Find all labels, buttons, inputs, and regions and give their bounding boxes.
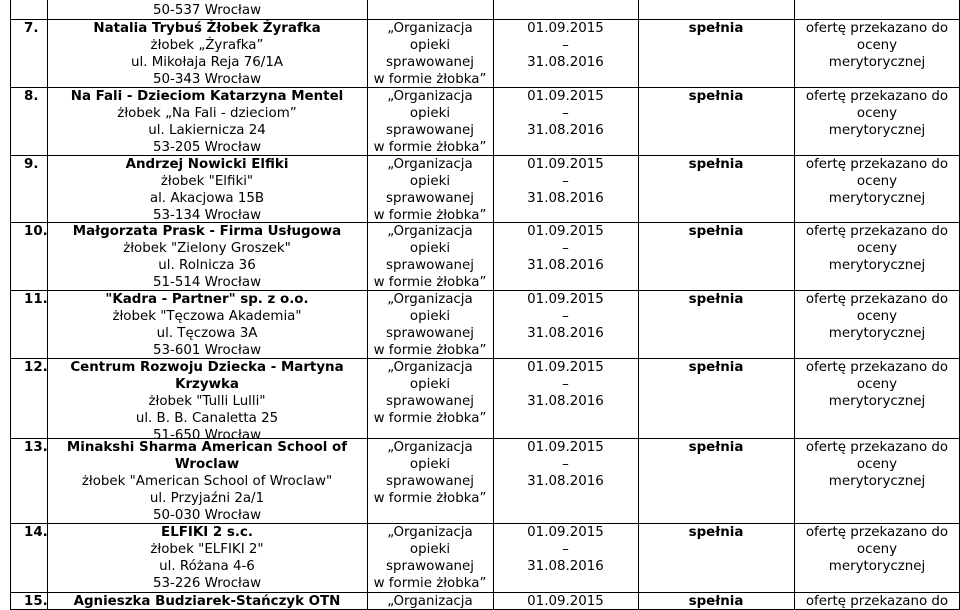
row-number: 8.	[24, 89, 39, 104]
note-line: ofertę przekazano do	[805, 594, 949, 609]
applicant-name: Andrzej Nowicki Elfiki	[125, 157, 289, 172]
task-form-line: opieki	[409, 174, 451, 189]
date-start: 01.09.2015	[527, 525, 604, 540]
note-line: oceny	[856, 309, 898, 324]
note-line: oceny	[856, 542, 898, 557]
task-form-line: sprawowanej	[386, 326, 474, 341]
note-line: ofertę przekazano do	[805, 157, 949, 172]
postcode-city: 51-514 Wrocław	[152, 275, 262, 290]
date-start: 01.09.2015	[527, 21, 604, 36]
task-form-line: w formie żłobka”	[373, 208, 487, 223]
table-row	[10, 291, 960, 358]
facility-name: żłobek "American School of Wroclaw"	[81, 474, 333, 489]
note-line: merytorycznej	[828, 559, 926, 574]
note-line: ofertę przekazano do	[805, 292, 949, 307]
date-end: 31.08.2016	[527, 326, 604, 341]
postcode-city: 53-205 Wrocław	[152, 140, 262, 155]
note-line: oceny	[856, 174, 898, 189]
note-line: merytorycznej	[828, 123, 926, 138]
date-dash: –	[562, 174, 569, 189]
task-form-line: sprawowanej	[386, 191, 474, 206]
date-end: 31.08.2016	[527, 559, 604, 574]
date-dash: –	[562, 457, 569, 472]
date-start: 01.09.2015	[527, 594, 604, 609]
applicant-name: Centrum Rozwoju Dziecka - Martyna	[70, 360, 344, 375]
note-line: merytorycznej	[828, 191, 926, 206]
date-dash: –	[562, 377, 569, 392]
note-line: oceny	[856, 38, 898, 53]
table-row-partial	[10, 2, 960, 19]
street-address: ul. B. B. Canaletta 25	[135, 411, 279, 426]
note-line: merytorycznej	[828, 258, 926, 273]
task-form-line: w formie żłobka”	[373, 343, 487, 358]
task-form-line: sprawowanej	[386, 394, 474, 409]
task-form-line: w formie żłobka”	[373, 411, 487, 426]
date-end: 31.08.2016	[527, 258, 604, 273]
applicant-name: Natalia Trybuś Żłobek Żyrafka	[93, 21, 321, 36]
postcode-city: 50-343 Wrocław	[152, 72, 262, 87]
date-end: 31.08.2016	[527, 123, 604, 138]
postcode-city: 53-601 Wrocław	[152, 343, 262, 358]
date-start: 01.09.2015	[527, 89, 604, 104]
row-number: 7.	[24, 21, 39, 36]
street-address: ul. Różana 4-6	[159, 559, 255, 574]
task-form-line: „Organizacja	[387, 21, 473, 36]
note-line: oceny	[856, 106, 898, 121]
task-form-line: w formie żłobka”	[373, 72, 487, 87]
applicant-name: Minakshi Sharma American School of	[66, 440, 348, 455]
task-form-line: „Organizacja	[387, 440, 473, 455]
task-form-line: sprawowanej	[386, 123, 474, 138]
task-form-line: sprawowanej	[386, 559, 474, 574]
status-text: spełnia	[688, 360, 744, 375]
note-line: oceny	[856, 457, 898, 472]
note-line: merytorycznej	[828, 326, 926, 341]
street-address: ul. Lakiernicza 24	[148, 123, 266, 138]
table-row	[10, 524, 960, 592]
date-end: 31.08.2016	[527, 394, 604, 409]
postcode-city: 53-134 Wrocław	[152, 208, 262, 223]
table-row	[10, 359, 960, 443]
table-row	[10, 156, 960, 222]
table-row	[10, 223, 960, 290]
task-form-line: „Organizacja	[387, 292, 473, 307]
status-text: spełnia	[688, 292, 744, 307]
table-row	[10, 439, 960, 523]
table-row	[10, 20, 960, 87]
row-number: 12.	[24, 360, 48, 375]
postcode-city: 53-226 Wrocław	[152, 576, 262, 591]
status-text: spełnia	[688, 594, 744, 609]
status-text: spełnia	[688, 89, 744, 104]
task-form-line: opieki	[409, 38, 451, 53]
task-form-line: „Organizacja	[387, 157, 473, 172]
street-address: ul. Przyjaźni 2a/1	[149, 491, 265, 506]
task-form-line: w formie żłobka”	[373, 140, 487, 155]
task-form-line: opieki	[409, 377, 451, 392]
date-end: 31.08.2016	[527, 474, 604, 489]
note-line: merytorycznej	[828, 474, 926, 489]
task-form-line: opieki	[409, 106, 451, 121]
status-text: spełnia	[688, 440, 744, 455]
street-address: ul. Rolnicza 36	[158, 258, 256, 273]
street-address: ul. Tęczowa 3A	[156, 326, 258, 341]
applicant-name-cont: Krzywka	[175, 377, 239, 392]
date-start: 01.09.2015	[527, 224, 604, 239]
date-dash: –	[562, 241, 569, 256]
task-form-line: opieki	[409, 457, 451, 472]
applicant-name: Na Fali - Dzieciom Katarzyna Mentel	[70, 89, 344, 104]
task-form-line: „Organizacja	[387, 525, 473, 540]
postcode-city: 51-650 Wrocław	[152, 428, 262, 443]
date-dash: –	[562, 106, 569, 121]
date-dash: –	[562, 38, 569, 53]
postcode-city: 50-030 Wrocław	[152, 508, 262, 523]
task-form-line: sprawowanej	[386, 55, 474, 70]
note-line: oceny	[856, 241, 898, 256]
note-line: merytorycznej	[828, 55, 926, 70]
task-form-line: „Organizacja	[387, 89, 473, 104]
note-line: ofertę przekazano do	[805, 360, 949, 375]
row-number: 14.	[24, 525, 48, 540]
date-dash: –	[562, 542, 569, 557]
task-form-line: w formie żłobka”	[373, 275, 487, 290]
note-line: merytorycznej	[828, 394, 926, 409]
task-form-line: sprawowanej	[386, 474, 474, 489]
task-form-line: „Organizacja	[387, 224, 473, 239]
date-start: 01.09.2015	[527, 360, 604, 375]
facility-name: żłobek "Zielony Groszek"	[123, 241, 291, 256]
status-text: spełnia	[688, 224, 744, 239]
applicant-name-cont: Wroclaw	[174, 457, 240, 472]
date-start: 01.09.2015	[527, 440, 604, 455]
row-number: 9.	[24, 157, 39, 172]
task-form-line: w formie żłobka”	[373, 576, 487, 591]
status-text: spełnia	[688, 525, 744, 540]
status-text: spełnia	[688, 157, 744, 172]
applicant-name: "Kadra - Partner" sp. z o.o.	[105, 292, 309, 307]
table-row	[10, 88, 960, 155]
task-form-line: „Organizacja	[387, 360, 473, 375]
task-form-line: opieki	[409, 309, 451, 324]
status-text: spełnia	[688, 21, 744, 36]
note-line: ofertę przekazano do	[805, 525, 949, 540]
task-form-line: opieki	[409, 241, 451, 256]
date-end: 31.08.2016	[527, 191, 604, 206]
facility-name: żłobek "Tulli Lulli"	[148, 394, 266, 409]
task-form-line: „Organizacja	[387, 594, 473, 609]
note-line: ofertę przekazano do	[805, 21, 949, 36]
date-end: 31.08.2016	[527, 55, 604, 70]
postcode-text: 50-537 Wrocław	[152, 3, 262, 18]
street-address: ul. Mikołaja Reja 76/1A	[130, 55, 283, 70]
facility-name: żłobek "Elfiki"	[160, 174, 254, 189]
applicant-name: Agnieszka Budziarek-Stańczyk OTN	[73, 594, 341, 609]
facility-name: żłobek „Żyrafka”	[150, 38, 264, 53]
row-number: 15.	[24, 594, 48, 609]
date-start: 01.09.2015	[527, 157, 604, 172]
applicant-name: ELFIKI 2 s.c.	[161, 525, 253, 540]
facility-name: żłobek "Tęczowa Akademia"	[112, 309, 302, 324]
row-number: 10.	[24, 224, 48, 239]
note-line: ofertę przekazano do	[805, 440, 949, 455]
street-address: al. Akacjowa 15B	[149, 191, 265, 206]
task-form-line: sprawowanej	[386, 258, 474, 273]
note-line: ofertę przekazano do	[805, 224, 949, 239]
date-dash: –	[562, 309, 569, 324]
note-line: oceny	[856, 377, 898, 392]
table-row	[10, 593, 960, 610]
date-start: 01.09.2015	[527, 292, 604, 307]
task-form-line: opieki	[409, 542, 451, 557]
applicant-name: Małgorzata Prask - Firma Usługowa	[72, 224, 342, 239]
row-number: 11.	[24, 292, 48, 307]
facility-name: żłobek „Na Fali - dzieciom”	[117, 106, 297, 121]
note-line: ofertę przekazano do	[805, 89, 949, 104]
facility-name: żłobek "ELFIKI 2"	[150, 542, 264, 557]
row-number: 13.	[24, 440, 48, 455]
task-form-line: w formie żłobka”	[373, 491, 487, 506]
